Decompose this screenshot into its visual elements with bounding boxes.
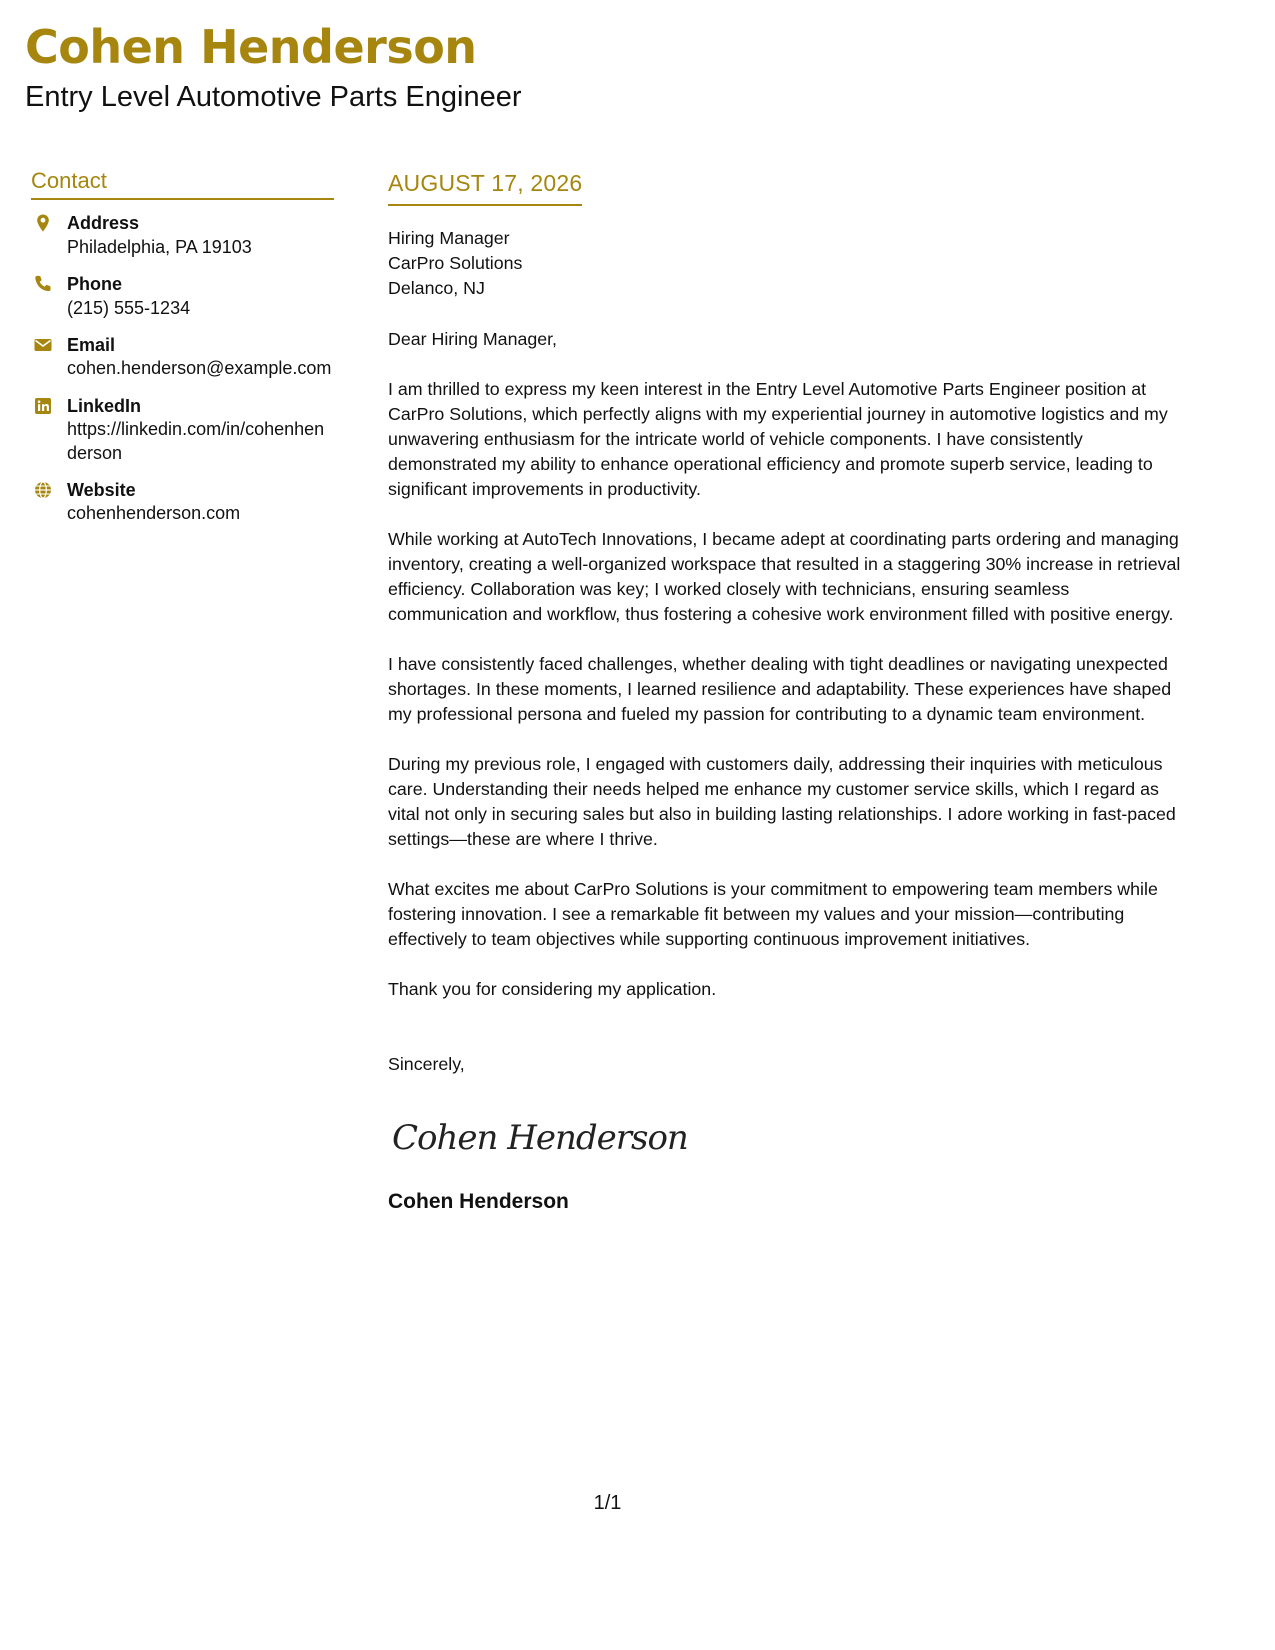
contact-item-address [31, 212, 334, 259]
handwritten-signature [388, 1107, 688, 1167]
contact-item-linkedin [31, 395, 334, 465]
address-value: Philadelphia, PA 19103 [67, 236, 252, 257]
linkedin-label: LinkedIn [67, 395, 142, 416]
body-paragraph: While working at AutoTech Innovations, I became adept at coordinating parts ordering and managing inventory, creating a well-organized workspace that resulted in a staggering 30% increase in retrieval efficiency. Collaboration was key; I worked closely with technicians, ensuring seamless communication and workflow, thus fostering a cohesive work environment filled with positive energy. [388, 528, 1181, 624]
phone-value[interactable]: (215) 555-1234 [67, 297, 191, 318]
body-paragraph: I am thrilled to express my keen interest in the Entry Level Automotive Parts Engineer position at CarPro Solutions, which perfectly aligns with my experiential journey in automotive logistics and my unwavering enthusiasm for the intricate world of vehicle components. I have consistently demonstrated my ability to enhance operational efficiency and promote superb service, leading to significant improvements in productivity. [388, 378, 1168, 499]
contact-sidebar [31, 168, 334, 540]
contact-heading: Contact [31, 168, 334, 200]
body-paragraph: During my previous role, I engaged with customers daily, addressing their inquiries with meticulous care. Understanding their needs helped me enhance my customer service skills, which I regard as vital not only in securing sales but also in building lasting relationships. I adore working in fast-paced settings—these are where I thrive. [388, 753, 1176, 849]
body-paragraph: Thank you for considering my application. [388, 978, 717, 999]
signer-name: Cohen Henderson [388, 1189, 569, 1213]
candidate-name: Cohen Henderson [25, 20, 477, 74]
body-paragraph: I have consistently faced challenges, whether dealing with tight deadlines or navigating unexpected shortages. In these moments, I learned resilience and adaptability. These experiences have shaped my professional persona and fueled my passion for contributing to a dynamic team environment. [388, 653, 1172, 724]
recipient-company: CarPro Solutions [388, 252, 523, 273]
website-label: Website [67, 479, 136, 500]
contact-item-phone [31, 273, 334, 320]
phone-label: Phone [67, 274, 123, 295]
recipient-title: Hiring Manager [388, 227, 510, 248]
map-pin-icon [33, 213, 53, 233]
svg-text:Cohen Henderson: Cohen Henderson [392, 1117, 688, 1158]
email-label: Email [67, 334, 116, 355]
body-paragraph: What excites me about CarPro Solutions is your commitment to empowering team members while fostering innovation. I see a remarkable fit between my values and your mission—contributing effectively to team objectives while supporting continuous improvement initiatives. [388, 878, 1158, 949]
recipient-block [388, 226, 1188, 301]
globe-icon [33, 480, 53, 500]
address-label: Address [67, 213, 140, 234]
recipient-location: Delanco, NJ [388, 277, 485, 298]
job-title: Entry Level Automotive Parts Engineer [25, 81, 522, 113]
envelope-icon [33, 335, 53, 355]
linkedin-value[interactable]: https://linkedin.com/in/cohenhenderson [67, 419, 325, 463]
salutation: Dear Hiring Manager, [388, 328, 557, 349]
phone-icon [33, 274, 53, 294]
email-value[interactable]: cohen.henderson@example.com [67, 358, 332, 379]
page-number: 1/1 [593, 1492, 622, 1514]
website-value[interactable]: cohenhenderson.com [67, 503, 241, 524]
closing: Sincerely, [388, 1053, 465, 1074]
contact-item-email [31, 334, 334, 381]
linkedin-icon [33, 396, 53, 416]
letter-date: AUGUST 17, 2026 [388, 170, 582, 206]
contact-item-website [31, 479, 334, 526]
cover-letter-body [388, 170, 1188, 1214]
